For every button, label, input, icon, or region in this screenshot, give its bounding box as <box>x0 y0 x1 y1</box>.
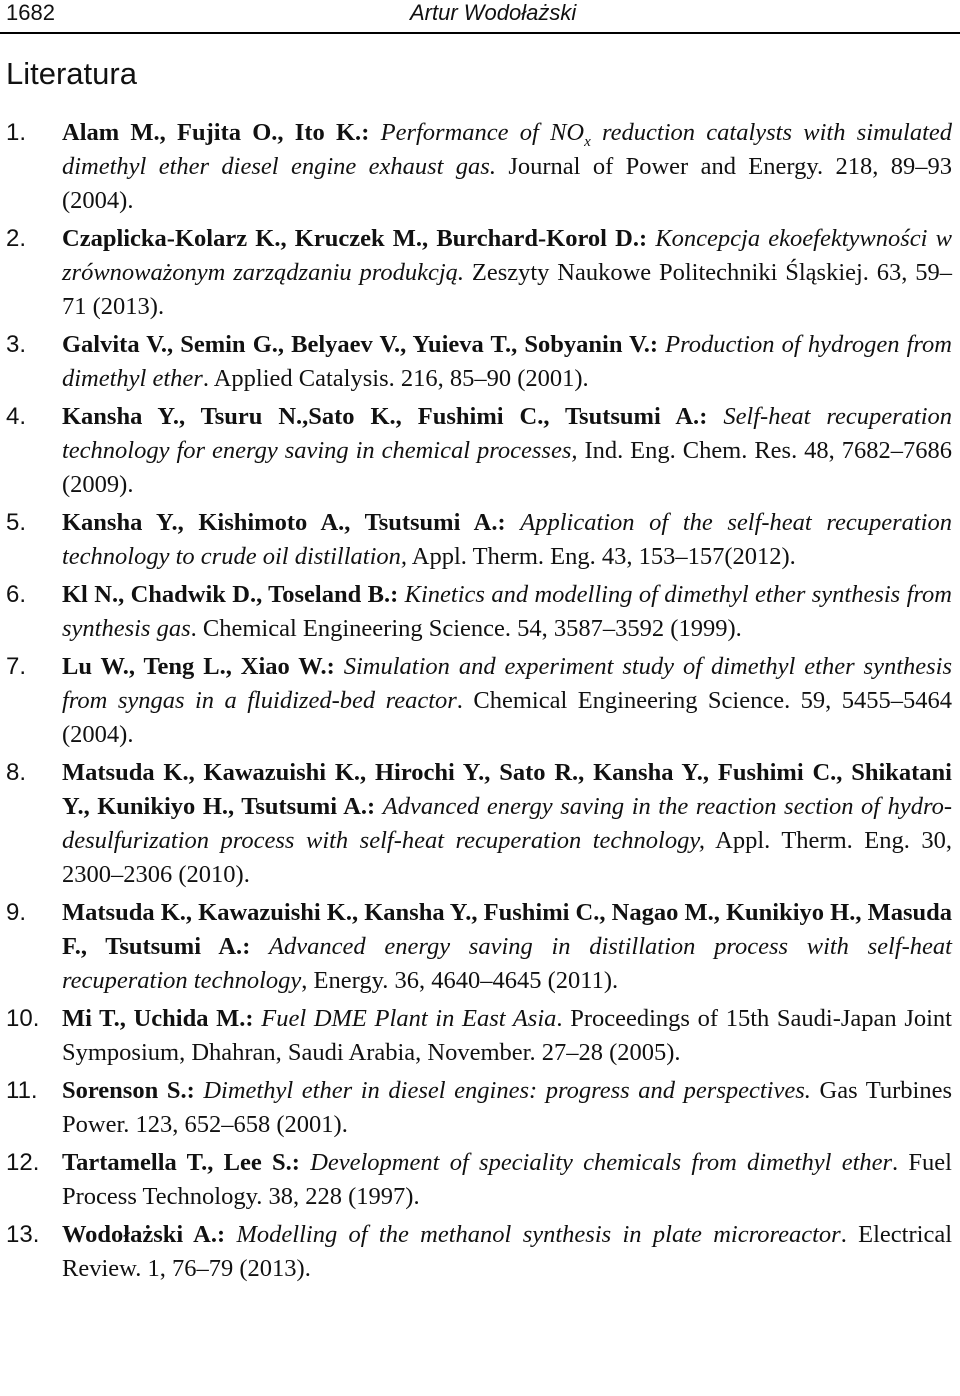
reference-item <box>0 896 960 998</box>
reference-title: Kinetics and modelling of dimethyl ether synthesis from synthesis gas <box>62 581 952 642</box>
reference-number: 7. <box>6 653 27 680</box>
reference-number: 13. <box>6 1221 40 1248</box>
reference-item <box>0 1218 960 1286</box>
reference-number: 12. <box>6 1149 40 1176</box>
reference-title: Application of the self-heat recuperation technology to crude oil distillation, <box>62 509 952 570</box>
reference-separator: : <box>245 1005 262 1032</box>
reference-separator: : <box>649 331 666 358</box>
reference-separator: : <box>497 509 521 536</box>
page-number: 1682 <box>6 0 55 25</box>
reference-title: Dimethyl ether in diesel engines: progress and perspectives. <box>203 1077 811 1104</box>
reference-title: Development of speciality chemicals from dimethyl ether <box>310 1149 893 1176</box>
reference-separator: : <box>326 653 344 680</box>
reference-item <box>0 222 960 324</box>
reference-number: 11. <box>6 1077 38 1104</box>
reference-authors: Sorenson S. <box>62 1077 187 1104</box>
reference-number: 8. <box>6 759 27 786</box>
reference-authors: Matsuda K., Kawazuishi K., Hirochi Y., Sato R., Kansha Y., Fushimi C., Shikatani Y., Kunikiyo H., Tsutsumi A. <box>62 759 952 820</box>
header-rule <box>0 32 960 34</box>
reference-source: Appl. Therm. Eng. 43, 153–157(2012). <box>407 543 796 570</box>
reference-number: 10. <box>6 1005 40 1032</box>
reference-separator: : <box>361 119 381 146</box>
reference-item <box>0 1002 960 1070</box>
reference-title-part: Performance of NO <box>380 119 585 146</box>
reference-number: 1. <box>6 119 27 146</box>
reference-authors: Tartamella T., Lee S. <box>62 1149 292 1176</box>
reference-item <box>0 756 960 892</box>
reference-separator: : <box>291 1149 311 1176</box>
reference-body <box>62 506 952 574</box>
reference-body <box>62 578 952 646</box>
reference-title: Modelling of the methanol synthesis in plate microreactor <box>236 1221 841 1248</box>
reference-body <box>62 1218 952 1286</box>
reference-title: Advanced energy saving in the reaction section of hydro-desulfurization process with self-heat recuperation technology, <box>62 793 953 854</box>
page-header <box>0 0 960 30</box>
reference-number: 4. <box>6 403 27 430</box>
reference-source: Zeszyty Naukowe Politechniki Śląskiej. 63, 59–71 (2013). <box>62 259 952 320</box>
reference-body <box>62 650 952 752</box>
section-title: Literatura <box>6 56 137 91</box>
reference-body <box>62 400 952 502</box>
reference-authors: Czaplicka-Kolarz K., Kruczek M., Burchard-Korol D. <box>62 225 639 252</box>
reference-authors: Kansha Y., Kishimoto A., Tsutsumi A. <box>62 509 498 536</box>
reference-title: Fuel DME Plant in East Asia <box>261 1005 557 1032</box>
reference-item <box>0 1146 960 1214</box>
reference-authors: Lu W., Teng L., Xiao W. <box>62 653 327 680</box>
reference-source: . Fuel Process Technology. 38, 228 (1997). <box>62 1149 952 1210</box>
reference-title: Self-heat recuperation technology for energy saving in chemical processes, <box>62 403 952 464</box>
reference-body <box>62 1002 952 1070</box>
reference-separator: : <box>367 793 383 820</box>
reference-source: Journal of Power and Energy. 218, 89–93 (2004). <box>62 153 953 214</box>
reference-authors: Kansha Y., Tsuru N.,Sato K., Fushimi C., Tsutsumi A. <box>62 403 700 430</box>
reference-authors: Wodołażski A. <box>62 1221 217 1248</box>
reference-item <box>0 578 960 646</box>
reference-item <box>0 1074 960 1142</box>
reference-body <box>62 116 952 218</box>
reference-source: . Chemical Engineering Science. 59, 5455–5464 (2004). <box>62 687 952 748</box>
reference-list <box>0 116 960 1290</box>
reference-authors: Matsuda K., Kawazuishi K., Kansha Y., Fushimi C., Nagao M., Kunikiyo H., Masuda F., Tsutsumi A. <box>62 899 952 960</box>
reference-source: . Chemical Engineering Science. 54, 3587–3592 (1999). <box>190 615 742 642</box>
reference-separator: : <box>216 1221 237 1248</box>
reference-source: Ind. Eng. Chem. Res. 48, 7682–7686 (2009). <box>62 437 952 498</box>
reference-separator: : <box>699 403 724 430</box>
reference-body <box>62 756 952 892</box>
reference-source: . Proceedings of 15th Saudi-Japan Joint Symposium, Dhahran, Saudi Arabia, November. 27–28 (2005). <box>62 1005 952 1066</box>
reference-separator: : <box>638 225 656 252</box>
reference-item <box>0 650 960 752</box>
reference-item <box>0 400 960 502</box>
reference-separator: : <box>186 1077 204 1104</box>
reference-authors: Kl N., Chadwik D., Toseland B. <box>62 581 391 608</box>
reference-separator: : <box>390 581 405 608</box>
reference-number: 3. <box>6 331 27 358</box>
reference-item <box>0 506 960 574</box>
reference-body <box>62 1074 952 1142</box>
reference-title: Simulation and experiment study of dimethyl ether synthesis from syngas in a fluidized-bed reactor <box>62 653 953 714</box>
reference-authors: Alam M., Fujita O., Ito K. <box>62 119 362 146</box>
reference-body <box>62 1146 952 1214</box>
reference-source: . Applied Catalysis. 216, 85–90 (2001). <box>202 365 589 392</box>
reference-number: 6. <box>6 581 27 608</box>
reference-title: Production of hydrogen from dimethyl ether <box>62 331 952 392</box>
reference-separator: : <box>242 933 270 960</box>
reference-body <box>62 222 952 324</box>
reference-authors: Galvita V., Semin G., Belyaev V., Yuieva T., Sobyanin V. <box>62 331 650 358</box>
reference-source: . Electrical Review. 1, 76–79 (2013). <box>62 1221 952 1282</box>
reference-source: , Energy. 36, 4640–4645 (2011). <box>301 967 619 994</box>
reference-title: Advanced energy saving in distillation process with self-heat recuperation technology <box>62 933 952 994</box>
reference-source: Appl. Therm. Eng. 30, 2300–2306 (2010). <box>62 827 952 888</box>
reference-source: Gas Turbines Power. 123, 652–658 (2001). <box>62 1077 952 1138</box>
reference-title: Koncepcja ekoefektywności w zrównoważonym zarządzaniu produkcją. <box>62 225 952 286</box>
reference-number: 5. <box>6 509 27 536</box>
reference-body <box>62 328 952 396</box>
reference-item <box>0 328 960 396</box>
reference-title-subscript: x <box>584 133 591 150</box>
running-author: Artur Wodołażski <box>410 0 577 25</box>
reference-title-part: reduction catalysts with simulated dimethyl ether diesel engine exhaust gas. <box>62 119 953 180</box>
reference-authors: Mi T., Uchida M. <box>62 1005 246 1032</box>
reference-item <box>0 116 960 218</box>
reference-number: 2. <box>6 225 27 252</box>
reference-number: 9. <box>6 899 27 926</box>
reference-body <box>62 896 952 998</box>
